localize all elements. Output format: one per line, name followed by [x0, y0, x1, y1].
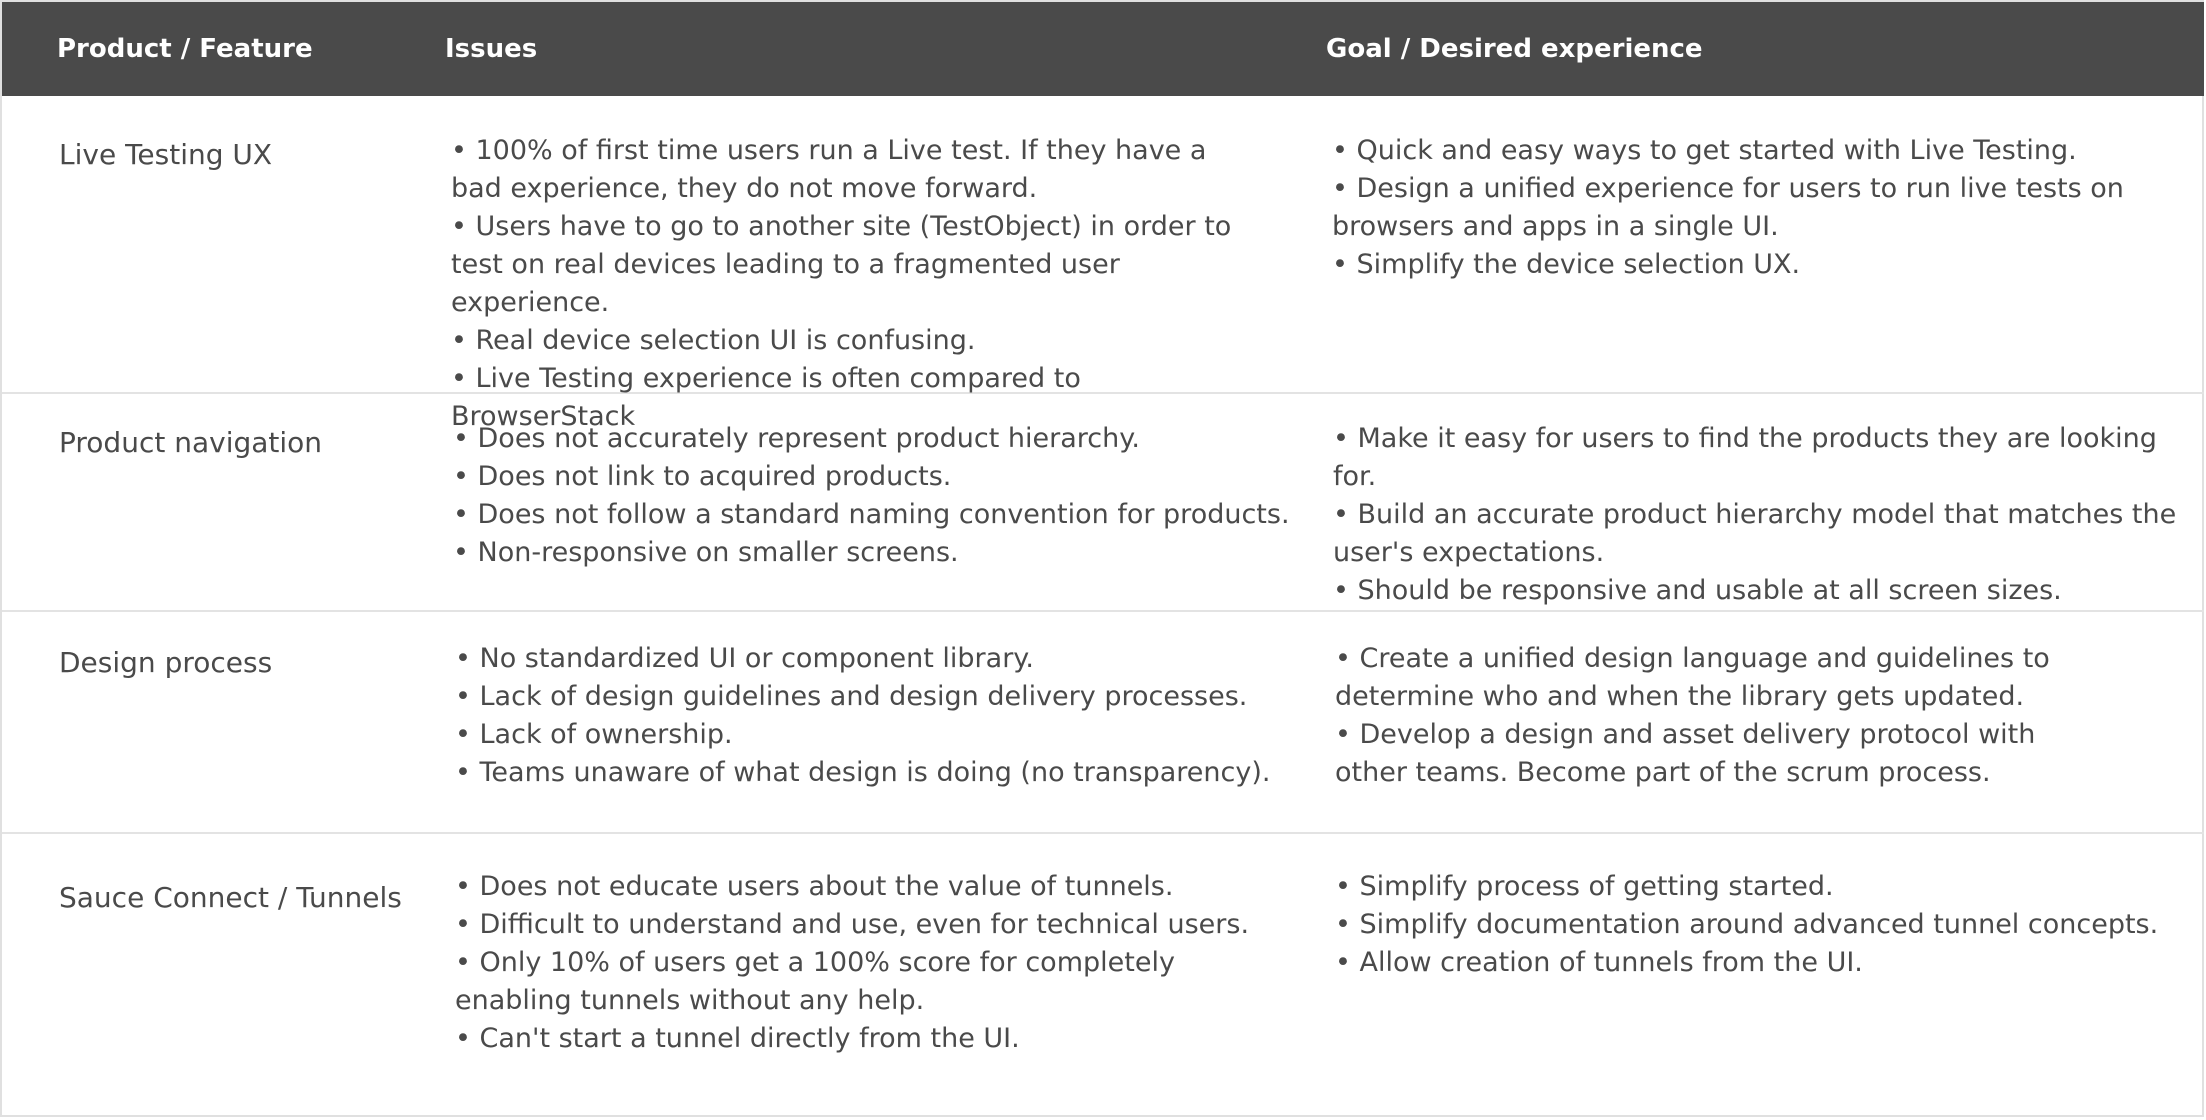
issues-list	[455, 868, 1255, 1058]
issue-item: • No standardized UI or component library.	[455, 643, 1035, 674]
goals-list	[1335, 868, 2175, 982]
goal-item: • Create a unified design language and guidelines to determine who and when the library gets updated.	[1335, 643, 2050, 712]
goal-item: • Quick and easy ways to get started with Live Testing.	[1332, 135, 2077, 166]
feature-name: Sauce Connect / Tunnels	[59, 881, 402, 914]
goal-item: • Build an accurate product hierarchy model that matches the user's expectations.	[1333, 499, 2177, 568]
table-row	[2, 612, 2204, 834]
goals-list	[1332, 132, 2162, 284]
issue-item: • Lack of design guidelines and design delivery processes.	[455, 681, 1248, 712]
goal-item: • Simplify the device selection UX.	[1332, 249, 1801, 280]
feature-name: Product navigation	[59, 426, 323, 459]
issue-item: • Does not link to acquired products.	[453, 461, 952, 492]
table-row	[2, 96, 2204, 432]
issue-item: • Lack of ownership.	[455, 719, 733, 750]
issue-item: • Non-responsive on smaller screens.	[453, 537, 959, 568]
goal-item: • Simplify documentation around advanced tunnel concepts.	[1335, 909, 2159, 940]
header-goal: Goal / Desired experience	[1326, 34, 1703, 64]
issue-item: • Users have to go to another site (TestObject) in order to test on real devices leading to a fragmented user experience.	[451, 211, 1232, 318]
issue-item: • Can't start a tunnel directly from the UI.	[455, 1023, 1020, 1054]
issues-list	[451, 132, 1251, 436]
issue-item: • Does not accurately represent product hierarchy.	[453, 423, 1140, 454]
feature-name: Design process	[59, 646, 273, 679]
issue-item: • Teams unaware of what design is doing (no transparency).	[455, 757, 1271, 788]
issues-list	[453, 420, 1303, 572]
feature-name: Live Testing UX	[59, 138, 273, 171]
table-row	[2, 834, 2204, 1117]
goal-item: • Allow creation of tunnels from the UI.	[1335, 947, 1863, 978]
goal-item: • Develop a design and asset delivery protocol with other teams. Become part of the scrum process.	[1335, 719, 2036, 788]
goal-item: • Design a unified experience for users to run live tests on browsers and apps in a single UI.	[1332, 173, 2124, 242]
goal-item: • Simplify process of getting started.	[1335, 871, 1834, 902]
issues-list	[455, 640, 1305, 792]
issue-item: • Difficult to understand and use, even for technical users.	[455, 909, 1250, 940]
issue-item: • Live Testing experience is often compared to BrowserStack	[451, 363, 1081, 432]
table-row	[2, 394, 2204, 612]
issue-item: • 100% of first time users run a Live test. If they have a bad experience, they do not move forward.	[451, 135, 1207, 204]
table-header	[2, 2, 2204, 96]
issue-item: • Real device selection UI is confusing.	[451, 325, 976, 356]
issue-item: • Does not follow a standard naming convention for products.	[453, 499, 1290, 530]
header-issues: Issues	[445, 34, 538, 64]
goal-item: • Make it easy for users to find the products they are looking for.	[1333, 423, 2157, 492]
issue-item: • Only 10% of users get a 100% score for completely enabling tunnels without any help.	[455, 947, 1175, 1016]
goals-list	[1333, 420, 2183, 610]
goal-item: • Should be responsive and usable at all screen sizes.	[1333, 575, 2062, 606]
issue-item: • Does not educate users about the value of tunnels.	[455, 871, 1174, 902]
header-product-feature: Product / Feature	[57, 34, 313, 64]
goals-list	[1335, 640, 2095, 792]
